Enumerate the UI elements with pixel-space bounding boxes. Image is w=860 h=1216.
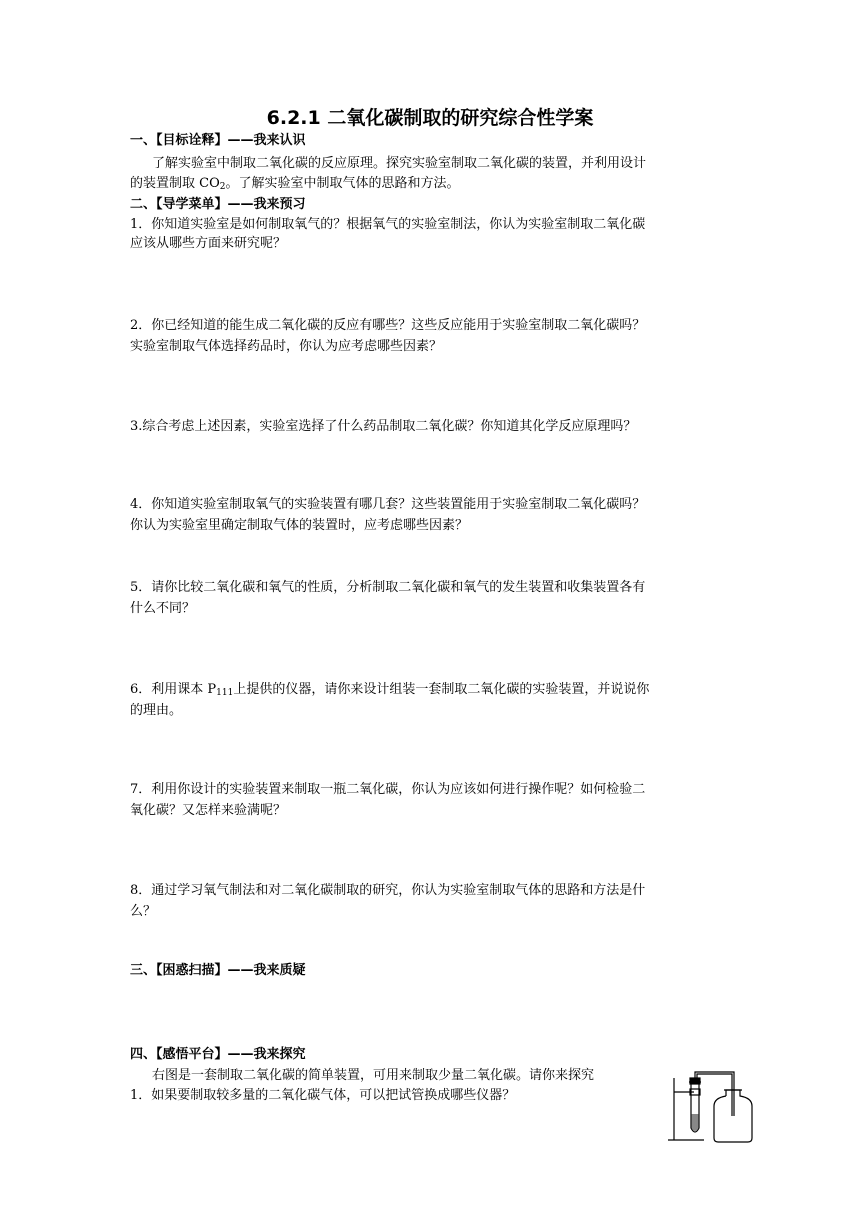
question-1-line-1: 1．你知道实验室是如何制取氧气的？根据氧气的实验室制法，你认为实验室制取二氧化碳	[130, 217, 646, 232]
question-4-line-2: 你认为实验室里确定制取气体的装置时，应考虑哪些因素？	[130, 518, 469, 533]
section-heading-explore: 四、【感悟平台】——我来探究	[130, 1047, 306, 1062]
section-heading-preview: 二、【导学菜单】——我来预习	[130, 197, 306, 212]
question-8-line-1: 8．通过学习氧气制法和对二氧化碳制取的研究，你认为实验室制取气体的思路和方法是什	[130, 883, 646, 898]
goals-text-line-2: 的装置制取 $CO_2$。了解实验室中制取气体的思路和方法。	[130, 176, 460, 192]
question-7-line-2: 氧化碳？又怎样来验满呢？	[130, 803, 287, 818]
explore-intro: 右图是一套制取二氧化碳的简单装置，可用来制取少量二氧化碳。请你来探究	[152, 1068, 595, 1083]
question-5-line-2: 什么不同？	[130, 601, 196, 616]
question-8-line-2: 么？	[130, 904, 157, 919]
section-heading-goals: 一、【目标诠释】——我来认识	[130, 133, 306, 148]
page-title: 6.2.1 二氧化碳制取的研究综合性学案	[266, 107, 594, 129]
question-6-line-2: 的理由。	[130, 703, 183, 718]
question-4-line-1: 4．你知道实验室制取氧气的实验装置有哪几套？这些装置能用于实验室制取二氧化碳吗？	[130, 497, 646, 512]
co2-apparatus-diagram	[664, 1066, 760, 1144]
question-2-line-2: 实验室制取气体选择药品时，你认为应考虑哪些因素？	[130, 339, 443, 354]
explore-question-1: 1．如果要制取较多量的二氧化碳气体，可以把试管换成哪些仪器？	[130, 1088, 516, 1103]
question-5-line-1: 5．请你比较二氧化碳和氧气的性质，分析制取二氧化碳和氧气的发生装置和收集装置各有	[130, 580, 646, 595]
goals-text-line-1: 了解实验室中制取二氧化碳的反应原理。探究实验室制取二氧化碳的装置，并利用设计	[152, 156, 647, 171]
question-3-line-1: 3.综合考虑上述因素，实验室选择了什么药品制取二氧化碳？你知道其化学反应原理吗？	[130, 419, 637, 434]
question-1-line-2: 应该从哪些方面来研究呢？	[130, 236, 287, 251]
question-7-line-1: 7．利用你设计的实验装置来制取一瓶二氧化碳，你认为应该如何进行操作呢？如何检验二	[130, 782, 646, 797]
question-6-line-1: 6．利用课本 $P_{111}$上提供的仪器，请你来设计组装一套制取二氧化碳的实验装置，并说说你	[130, 682, 650, 698]
question-2-line-1: 2．你已经知道的能生成二氧化碳的反应有哪些？这些反应能用于实验室制取二氧化碳吗？	[130, 318, 646, 333]
section-heading-questions: 三、【困惑扫描】——我来质疑	[130, 963, 306, 978]
